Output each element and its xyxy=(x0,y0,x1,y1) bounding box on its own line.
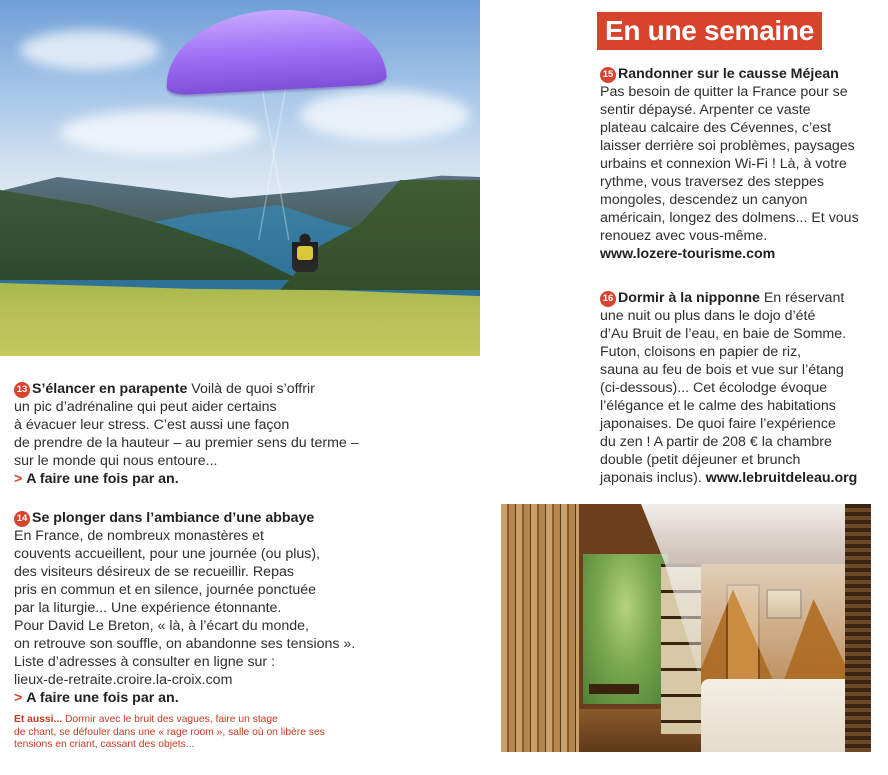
number-badge: 13 xyxy=(14,382,30,398)
body-line: renouez avec vous-même. xyxy=(600,228,768,244)
number-badge: 14 xyxy=(14,511,30,527)
body-line: lieux-de-retraite.croire.la-croix.com xyxy=(14,672,233,688)
body-line: par la liturgie... Une expérience étonnante. xyxy=(14,600,282,616)
item-title: Se plonger dans l’ambiance d’une abbaye xyxy=(32,510,315,526)
also-line: tensions en criant, cassant des objets... xyxy=(14,739,195,750)
body-line: Pour David Le Breton, « là, à l’écart du monde, xyxy=(14,618,309,634)
body-line: pris en commun et en silence, journée ponctuée xyxy=(14,582,317,598)
body-line: de prendre de la hauteur – au premier sens du terme – xyxy=(14,435,359,451)
frequency-note: A faire une fois par an. xyxy=(26,690,179,706)
frequency-note: A faire une fois par an. xyxy=(26,471,179,487)
also-line: de chant, se défouler dans une « rage room », salle où on libère ses xyxy=(14,726,325,738)
item-title: Dormir à la nipponne xyxy=(618,290,760,306)
article-item-15 xyxy=(600,65,885,263)
body-line: rythme, vous traversez des steppes xyxy=(600,174,824,190)
body-line: on retrouve son souffle, on abandonne ses tensions ». xyxy=(14,636,356,652)
body-line: mongoles, descendez un canyon xyxy=(600,192,808,208)
item-title: S’élancer en parapente xyxy=(32,381,188,397)
body-line: des visiteurs désireux de se recueillir. Repas xyxy=(14,564,294,580)
article-item-13 xyxy=(14,380,389,488)
body-line: En France, de nombreux monastères et xyxy=(14,528,264,544)
number-badge: 15 xyxy=(600,67,616,83)
paraglider-wing xyxy=(163,4,387,95)
also-lead: Et aussi... xyxy=(14,714,63,725)
body-line: urbains et connexion Wi-Fi ! Là, à votre xyxy=(600,156,847,172)
body-line: japonais inclus). xyxy=(600,470,702,486)
arrow-marker: > xyxy=(14,690,23,706)
body-line: du zen ! A partir de 208 € la chambre xyxy=(600,434,832,450)
dojo-bedroom-photo xyxy=(501,504,871,752)
item-title: Randonner sur le causse Méjean xyxy=(618,66,839,82)
body-line: sur le monde qui nous entoure... xyxy=(14,453,218,469)
body-line: laisser derrière soi problèmes, paysages xyxy=(600,138,855,154)
body-line: sauna au feu de bois et vue sur l’étang xyxy=(600,362,844,378)
body-line: Pas besoin de quitter la France pour se xyxy=(600,84,848,100)
body-line: couvents accueillent, pour une journée (ou plus), xyxy=(14,546,321,562)
body-line: En réservant xyxy=(763,290,845,306)
body-line: (ci-dessous)... Cet écolodge évoque xyxy=(600,380,828,396)
section-headline: En une semaine xyxy=(597,12,822,50)
body-line: japonaises. De quoi faire l’expérience xyxy=(600,416,836,432)
body-line: l’élégance et le calme des habitations xyxy=(600,398,836,414)
arrow-marker: > xyxy=(14,471,23,487)
body-line: Futon, cloisons en papier de riz, xyxy=(600,344,802,360)
body-line: double (petit déjeuner et brunch xyxy=(600,452,801,468)
website-link[interactable]: www.lebruitdeleau.org xyxy=(705,470,858,486)
website-link[interactable]: www.lozere-tourisme.com xyxy=(600,246,776,262)
also-note xyxy=(14,714,374,752)
article-item-14 xyxy=(14,509,394,707)
body-line: Liste d’adresses à consulter en ligne sur : xyxy=(14,654,276,670)
paragliding-photo xyxy=(0,0,480,356)
number-badge: 16 xyxy=(600,291,616,307)
also-line: Dormir avec le bruit des vagues, faire un stage xyxy=(64,714,278,725)
body-line: une nuit ou plus dans le dojo d’été xyxy=(600,308,816,324)
body-line: sentir dépaysé. Arpenter ce vaste xyxy=(600,102,811,118)
body-line: Voilà de quoi s’offrir xyxy=(191,381,315,397)
body-line: à évacuer leur stress. C’est aussi une façon xyxy=(14,417,290,433)
body-line: un pic d’adrénaline qui peut aider certains xyxy=(14,399,277,415)
body-line: plateau calcaire des Cévennes, c’est xyxy=(600,120,832,136)
body-line: américain, longez des dolmens... Et vous xyxy=(600,210,859,226)
article-item-16 xyxy=(600,289,885,487)
body-line: d’Au Bruit de l’eau, en baie de Somme. xyxy=(600,326,847,342)
